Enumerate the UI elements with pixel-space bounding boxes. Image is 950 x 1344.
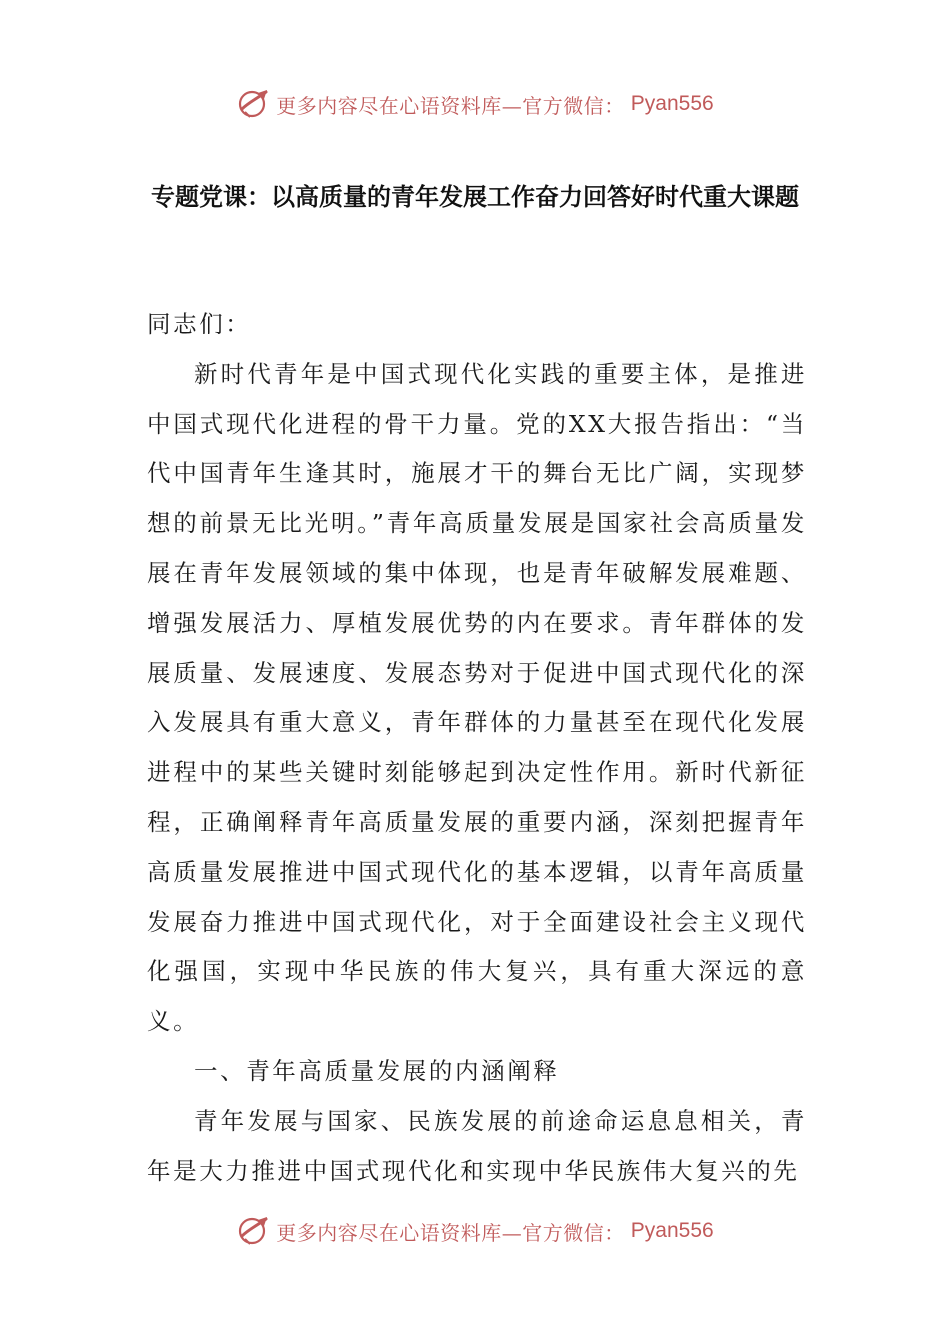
footer-wechat-id: Pyan556	[630, 1219, 714, 1242]
footer-banner-text: 更多内容尽在心语资料库—官方微信：	[276, 1220, 625, 1245]
header-banner	[0, 84, 950, 124]
paragraph: 青年发展与国家、民族发展的前途命运息息相关，青年是大力推进中国式现代化和实现中华民族伟大复兴的先	[147, 1106, 807, 1185]
section-heading: 一、青年高质量发展的内涵阐释	[194, 1056, 560, 1085]
document-title: 专题党课：以高质量的青年发展工作奋力回答好时代重大课题	[151, 183, 799, 211]
document-body	[147, 300, 807, 1196]
header-banner-text: 更多内容尽在心语资料库—官方微信：	[276, 93, 625, 118]
header-wechat-id: Pyan556	[630, 92, 714, 115]
pen-nib-logo-icon	[236, 1214, 270, 1248]
pen-nib-logo-icon	[236, 87, 270, 121]
paragraph: 新时代青年是中国式现代化实践的重要主体，是推进中国式现代化进程的骨干力量。党的XX大报告指出：“当代中国青年生逢其时，施展才干的舞台无比广阔，实现梦想的前景无比光明。”青年高质量发展是国家社会高质量发展在青年发展领域的集中体现，也是青年破解发展难题、增强发展活力、厚植发展优势的内在要求。青年群体的发展质量、发展速度、发展态势对于促进中国式现代化的深入发展具有重大意义，青年群体的力量甚至在现代化发展进程中的某些关键时刻能够起到决定性作用。新时代新征程，正确阐释青年高质量发展的重要内涵，深刻把握青年高质量发展推进中国式现代化的基本逻辑，以青年高质量发展奋力推进中国式现代化，对于全面建设社会主义现代化强国，实现中华民族的伟大复兴，具有重大深远的意义。	[147, 359, 807, 1036]
footer-banner	[0, 1211, 950, 1251]
salutation: 同志们：	[147, 310, 252, 338]
